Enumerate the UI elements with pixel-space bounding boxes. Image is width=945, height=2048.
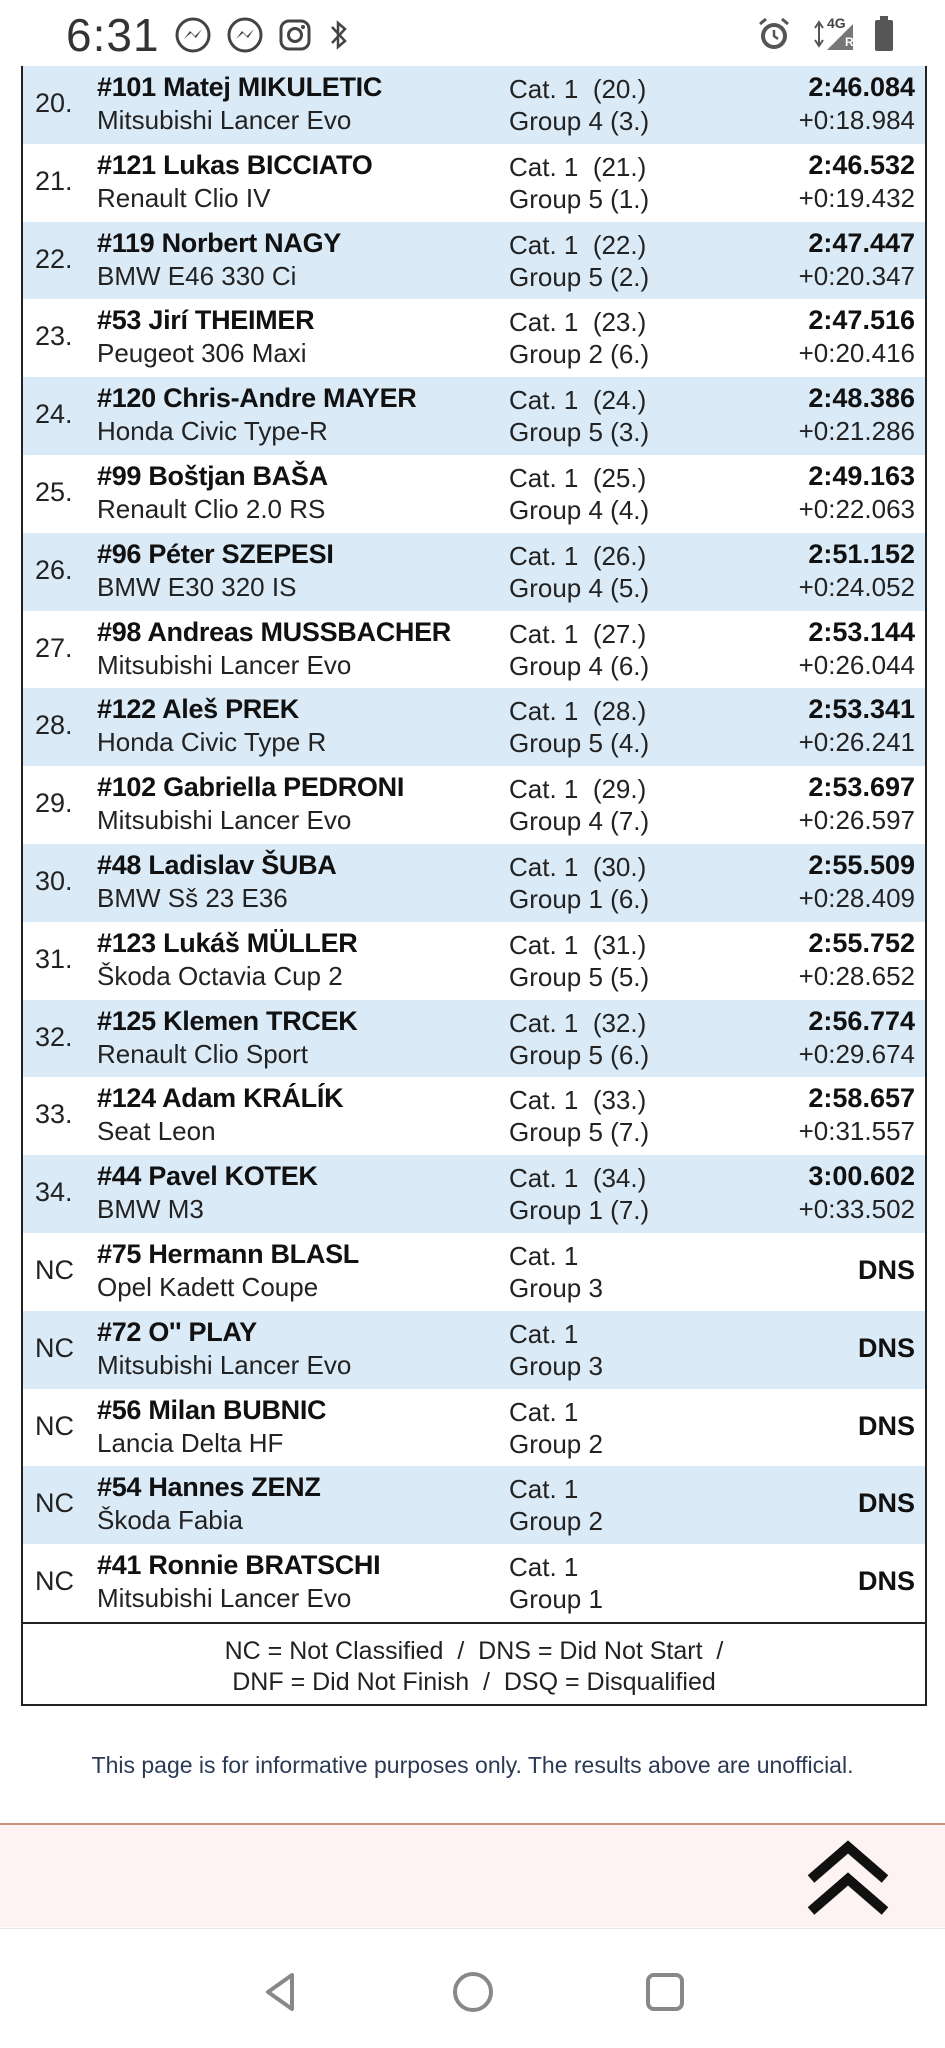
stage-time: 2:58.657 (808, 1083, 915, 1114)
group: Group 3 (509, 1350, 603, 1381)
group: Group 4 (7.) (509, 806, 650, 837)
messenger-icon (226, 16, 264, 54)
driver-name: #54 Hannes ZENZ (97, 1472, 321, 1503)
position: NC (35, 1254, 74, 1285)
car-model: BMW E46 330 Ci (97, 260, 297, 291)
position: 21. (35, 165, 73, 196)
time-gap: +0:28.652 (798, 960, 915, 991)
stage-time: 2:53.697 (808, 772, 915, 803)
group: Group 5 (2.) (509, 261, 650, 292)
result-row (23, 1000, 925, 1078)
car-model: Renault Clio IV (97, 182, 271, 213)
group: Group 5 (4.) (509, 728, 650, 759)
result-row (23, 1544, 925, 1622)
position: 28. (35, 710, 73, 741)
time-gap: +0:26.597 (798, 805, 915, 836)
position: 23. (35, 321, 73, 352)
car-model: Honda Civic Type-R (97, 416, 328, 447)
category: Cat. 1 (23.) (509, 307, 647, 338)
driver-name: #75 Hermann BLASL (97, 1238, 359, 1269)
group: Group 5 (1.) (509, 183, 650, 214)
stage-time: 2:56.774 (808, 1005, 915, 1036)
position: NC (35, 1332, 74, 1363)
driver-name: #124 Adam KRÁLÍK (97, 1083, 344, 1114)
stage-time: 2:55.752 (808, 927, 915, 958)
category: Cat. 1 (509, 1240, 579, 1271)
time-gap: +0:19.432 (798, 182, 915, 213)
car-model: Mitsubishi Lancer Evo (97, 805, 352, 836)
stage-time: 2:51.152 (808, 538, 915, 569)
group: Group 2 (6.) (509, 339, 650, 370)
back-button[interactable] (256, 1967, 306, 2017)
driver-name: #123 Lukáš MÜLLER (97, 927, 358, 958)
category: Cat. 1 (21.) (509, 151, 647, 182)
result-row (23, 144, 925, 222)
category: Cat. 1 (22.) (509, 229, 647, 260)
position: 33. (35, 1099, 73, 1130)
result-row (23, 455, 925, 533)
car-model: Mitsubishi Lancer Evo (97, 1583, 352, 1614)
group: Group 4 (3.) (509, 106, 650, 136)
car-model: Mitsubishi Lancer Evo (97, 1349, 352, 1380)
driver-name: #53 Jirí THEIMER (97, 305, 315, 336)
category: Cat. 1 (30.) (509, 851, 647, 882)
stage-time: 2:46.532 (808, 149, 915, 180)
car-model: Seat Leon (97, 1116, 216, 1147)
result-row (23, 766, 925, 844)
result-row (23, 1233, 925, 1311)
network-indicator (809, 14, 857, 54)
back-triangle-icon (256, 1967, 306, 2017)
driver-name: #44 Pavel KOTEK (97, 1161, 318, 1192)
footer-band (0, 1823, 945, 1927)
legend-line-1: NC = Not Classified / DNS = Did Not Start / (224, 1636, 724, 1665)
group: Group 1 (7.) (509, 1195, 650, 1226)
group: Group 1 (509, 1584, 603, 1615)
result-row (23, 688, 925, 766)
result-row (23, 844, 925, 922)
result-row (23, 922, 925, 1000)
result-row (23, 1466, 925, 1544)
group: Group 5 (5.) (509, 961, 650, 992)
legend (23, 1622, 925, 1706)
time-gap: +0:26.241 (798, 727, 915, 758)
stage-time: 2:53.144 (808, 616, 915, 647)
category: Cat. 1 (27.) (509, 618, 647, 649)
network-roaming: R (845, 35, 854, 49)
group: Group 5 (3.) (509, 417, 650, 448)
results-table (21, 66, 927, 1706)
status-time: 6:31 (66, 9, 160, 61)
car-model: Škoda Octavia Cup 2 (97, 960, 343, 991)
status-badge: DNS (857, 1332, 915, 1363)
category: Cat. 1 (25.) (509, 462, 647, 493)
category: Cat. 1 (28.) (509, 696, 647, 727)
category: Cat. 1 (509, 1552, 579, 1583)
battery-icon (873, 15, 895, 53)
car-model: BMW Sš 23 E36 (97, 882, 288, 913)
driver-name: #41 Ronnie BRATSCHI (97, 1550, 381, 1581)
group: Group 4 (4.) (509, 494, 650, 525)
stage-time: 2:53.341 (808, 694, 915, 725)
result-row (23, 377, 925, 455)
status-badge: DNS (857, 1410, 915, 1441)
position: 20. (35, 88, 73, 118)
stage-time: 2:55.509 (808, 849, 915, 880)
result-row (23, 299, 925, 377)
status-badge: DNS (857, 1566, 915, 1597)
stage-time: 2:47.516 (808, 305, 915, 336)
results-rows (23, 66, 925, 1622)
position: 34. (35, 1177, 73, 1208)
time-gap: +0:31.557 (798, 1116, 915, 1147)
stage-time: 2:47.447 (808, 227, 915, 258)
group: Group 4 (5.) (509, 572, 650, 603)
time-gap: +0:20.347 (798, 260, 915, 291)
group: Group 4 (6.) (509, 650, 650, 681)
position: 29. (35, 788, 73, 819)
car-model: Opel Kadett Coupe (97, 1271, 319, 1302)
time-gap: +0:22.063 (798, 493, 915, 524)
position: 24. (35, 399, 73, 430)
legend-line-2: DNF = Did Not Finish / DSQ = Disqualified (232, 1667, 716, 1696)
group: Group 2 (509, 1428, 603, 1459)
position: 31. (35, 943, 73, 974)
driver-name: #119 Norbert NAGY (97, 227, 341, 258)
car-model: Renault Clio 2.0 RS (97, 493, 326, 524)
car-model: Lancia Delta HF (97, 1427, 284, 1458)
time-gap: +0:24.052 (798, 571, 915, 602)
time-gap: +0:33.502 (798, 1194, 915, 1225)
driver-name: #101 Matej MIKULETIC (97, 72, 383, 102)
network-type: 4G (827, 15, 846, 31)
result-row (23, 66, 925, 144)
result-row (23, 222, 925, 300)
driver-name: #99 Boštjan BAŠA (97, 460, 328, 491)
home-circle-icon (448, 1967, 498, 2017)
time-gap: +0:18.984 (798, 105, 915, 135)
bluetooth-icon (326, 18, 352, 52)
position: 27. (35, 632, 73, 663)
car-model: Mitsubishi Lancer Evo (97, 649, 352, 680)
group: Group 3 (509, 1272, 603, 1303)
category: Cat. 1 (34.) (509, 1163, 647, 1194)
category: Cat. 1 (24.) (509, 385, 647, 416)
stage-time: 2:49.163 (808, 460, 915, 491)
position: 25. (35, 476, 73, 507)
recents-button[interactable] (640, 1967, 690, 2017)
position: 32. (35, 1021, 73, 1052)
system-icons (755, 14, 895, 54)
position: NC (35, 1410, 74, 1441)
time-gap: +0:28.409 (798, 882, 915, 913)
group: Group 2 (509, 1506, 603, 1537)
driver-name: #125 Klemen TRCEK (97, 1005, 358, 1036)
category: Cat. 1 (26.) (509, 540, 647, 571)
category: Cat. 1 (509, 1396, 579, 1427)
stage-time: 2:46.084 (808, 72, 915, 102)
driver-name: #122 Aleš PREK (97, 694, 299, 725)
category: Cat. 1 (33.) (509, 1085, 647, 1116)
time-gap: +0:21.286 (798, 416, 915, 447)
category: Cat. 1 (32.) (509, 1007, 647, 1038)
category: Cat. 1 (31.) (509, 929, 647, 960)
driver-name: #96 Péter SZEPESI (97, 538, 334, 569)
instagram-icon (278, 18, 312, 52)
position: 22. (35, 243, 73, 274)
car-model: BMW E30 320 IS (97, 571, 297, 602)
car-model: Škoda Fabia (97, 1505, 243, 1536)
car-model: Peugeot 306 Maxi (97, 338, 307, 369)
driver-name: #102 Gabriella PEDRONI (97, 772, 405, 803)
result-row (23, 1389, 925, 1467)
position: 30. (35, 865, 73, 896)
time-gap: +0:26.044 (798, 649, 915, 680)
category: Cat. 1 (509, 1318, 579, 1349)
messenger-icon (174, 16, 212, 54)
position: 26. (35, 554, 73, 585)
category: Cat. 1 (509, 1474, 579, 1505)
result-row (23, 1311, 925, 1389)
group: Group 1 (6.) (509, 883, 650, 914)
status-badge: DNS (857, 1254, 915, 1285)
car-model: Renault Clio Sport (97, 1038, 308, 1069)
scroll-to-top-button[interactable] (803, 1839, 893, 1919)
car-model: BMW M3 (97, 1194, 204, 1225)
home-button[interactable] (448, 1967, 498, 2017)
driver-name: #98 Andreas MUSSBACHER (97, 616, 451, 647)
group: Group 5 (7.) (509, 1117, 650, 1148)
driver-name: #48 Ladislav ŠUBA (97, 849, 337, 880)
position: NC (35, 1566, 74, 1597)
stage-time: 3:00.602 (808, 1161, 915, 1192)
car-model: Mitsubishi Lancer Evo (97, 105, 352, 135)
result-row (23, 533, 925, 611)
notification-icons (174, 16, 352, 54)
driver-name: #56 Milan BUBNIC (97, 1394, 327, 1425)
category: Cat. 1 (20.) (509, 74, 647, 104)
position: NC (35, 1488, 74, 1519)
status-bar (0, 0, 945, 66)
time-gap: +0:29.674 (798, 1038, 915, 1069)
recents-square-icon (640, 1967, 690, 2017)
status-badge: DNS (857, 1488, 915, 1519)
result-row (23, 1155, 925, 1233)
stage-time: 2:48.386 (808, 383, 915, 414)
disclaimer: This page is for informative purposes only. The results above are unofficial. (91, 1752, 854, 1778)
driver-name: #121 Lukas BICCIATO (97, 149, 373, 180)
group: Group 5 (6.) (509, 1039, 650, 1070)
system-nav-bar (0, 1928, 945, 2048)
driver-name: #72 O'' PLAY (97, 1316, 257, 1347)
car-model: Honda Civic Type R (97, 727, 327, 758)
result-row (23, 611, 925, 689)
double-chevron-up-icon (803, 1839, 893, 1919)
alarm-icon (755, 15, 793, 53)
time-gap: +0:20.416 (798, 338, 915, 369)
result-row (23, 1077, 925, 1155)
category: Cat. 1 (29.) (509, 774, 647, 805)
driver-name: #120 Chris-Andre MAYER (97, 383, 417, 414)
